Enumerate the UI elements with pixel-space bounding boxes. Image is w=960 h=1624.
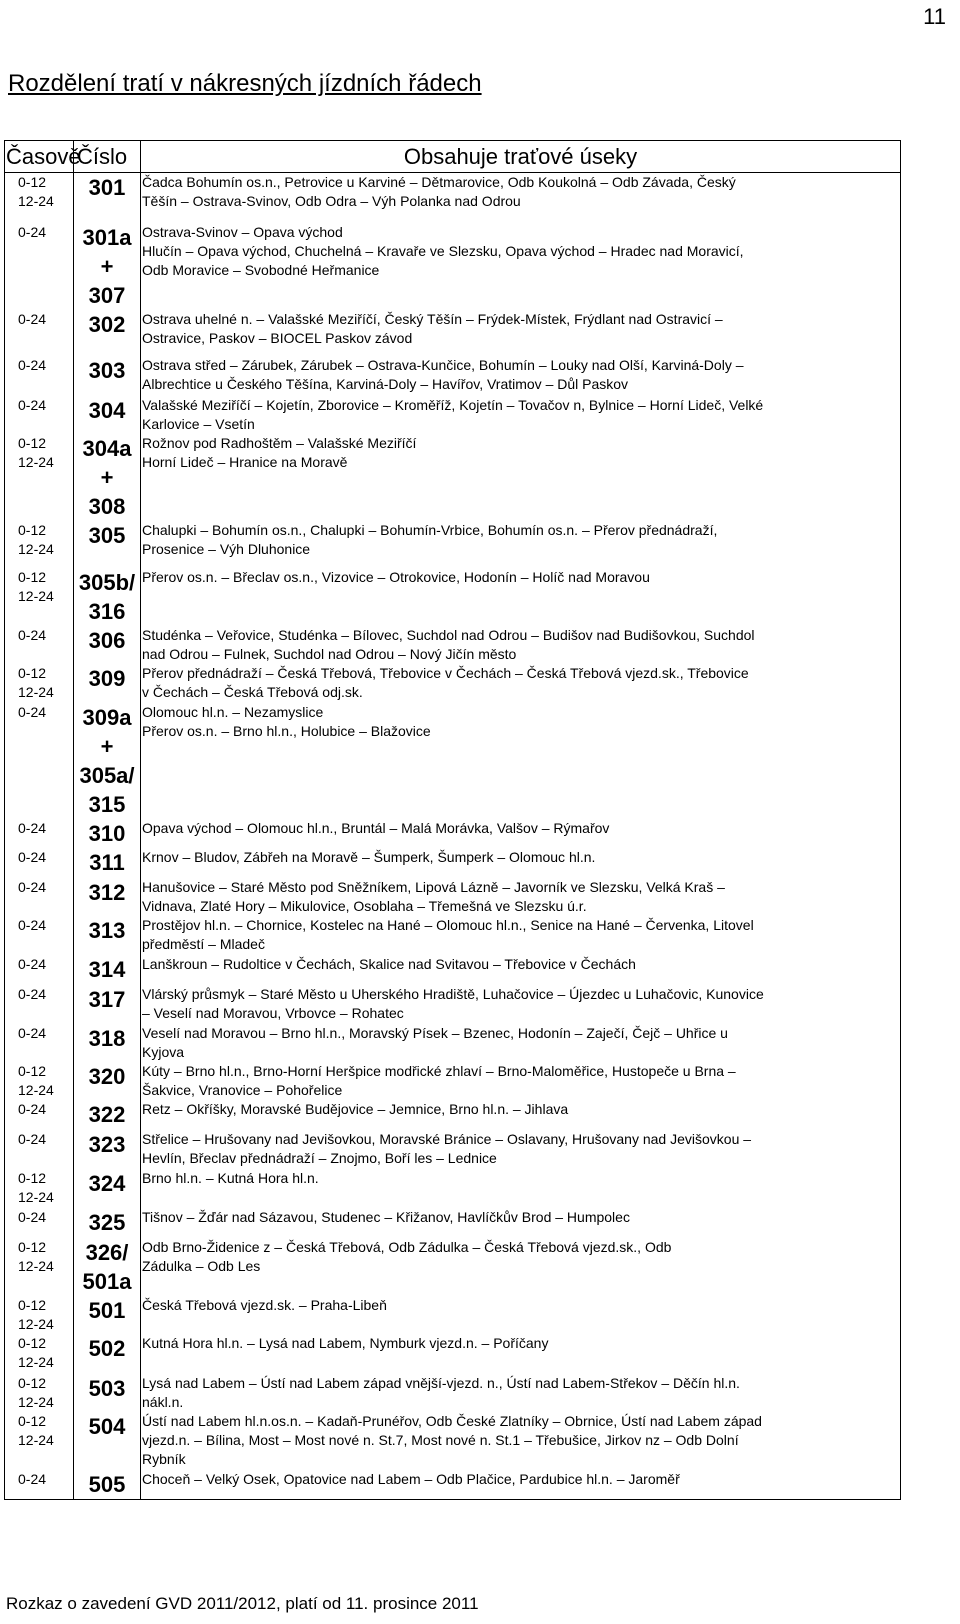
sections-cell: Opava východ – Olomouc hl.n., Bruntál – Malá Morávka, Valšov – Rýmařov	[141, 819, 901, 848]
time-cell: 0-24	[5, 223, 74, 310]
sections-cell: Olomouc hl.n. – Nezamyslice Přerov os.n. – Brno hl.n., Holubice – Blažovice	[141, 703, 901, 819]
sections-cell: Chalupki – Bohumín os.n., Chalupki – Bohumín-Vrbice, Bohumín os.n. – Přerov přednádraží, Prosenice – Výh Dluhonice	[141, 521, 901, 568]
sections-cell: Odb Brno-Židenice z – Česká Třebová, Odb Zádulka – Česká Třebová vjezd.sk., Odb Zádulka – Odb Les	[141, 1238, 901, 1296]
sections-cell: Kutná Hora hl.n. – Lysá nad Labem, Nymburk vjezd.n. – Poříčany	[141, 1334, 901, 1374]
column-header-time: Časově	[5, 141, 74, 173]
time-cell: 0-12 12-24	[5, 568, 74, 626]
time-cell: 0-12 12-24	[5, 664, 74, 703]
sections-cell: Lysá nad Labem – Ústí nad Labem západ vnější-vjezd. n., Ústí nad Labem-Střekov – Děčín hl.n. nákl.n.	[141, 1374, 901, 1412]
sections-cell: Lanškroun – Rudoltice v Čechách, Skalice nad Svitavou – Třebovice v Čechách	[141, 955, 901, 985]
time-cell: 0-24	[5, 1130, 74, 1169]
time-cell: 0-24	[5, 1100, 74, 1130]
column-header-sections: Obsahuje traťové úseky	[141, 141, 901, 173]
route-number-cell: 309	[74, 664, 141, 703]
table-row	[5, 819, 901, 848]
route-number-cell: 301a + 307	[74, 223, 141, 310]
time-cell: 0-24	[5, 878, 74, 916]
table-row	[5, 1296, 901, 1334]
table-row	[5, 1334, 901, 1374]
sections-cell: Ostrava střed – Zárubek, Zárubek – Ostrava-Kunčice, Bohumín – Louky nad Olší, Karviná-Doly – Albrechtice u Českého Těšína, Karviná-Doly – Havířov, Vratimov – Důl Paskov	[141, 356, 901, 396]
sections-cell: Krnov – Bludov, Zábřeh na Moravě – Šumperk, Šumperk – Olomouc hl.n.	[141, 848, 901, 878]
table-row	[5, 878, 901, 916]
sections-cell: Ostrava-Svinov – Opava východ Hlučín – Opava východ, Chuchelná – Kravaře ve Slezsku, Opava východ – Hradec nad Moravicí, Odb Moravice – Svobodné Heřmanice	[141, 223, 901, 310]
route-number-cell: 317	[74, 985, 141, 1024]
route-number-cell: 503	[74, 1374, 141, 1412]
route-number-cell: 301	[74, 173, 141, 223]
sections-cell: Přerov os.n. – Břeclav os.n., Vizovice – Otrokovice, Hodonín – Holíč nad Moravou	[141, 568, 901, 626]
route-number-cell: 313	[74, 916, 141, 955]
route-number-cell: 502	[74, 1334, 141, 1374]
time-cell: 0-24	[5, 626, 74, 664]
time-cell: 0-24	[5, 848, 74, 878]
time-cell: 0-24	[5, 703, 74, 819]
time-cell: 0-12 12-24	[5, 1169, 74, 1208]
time-cell: 0-24	[5, 310, 74, 356]
route-number-cell: 304	[74, 396, 141, 434]
sections-cell: Prostějov hl.n. – Chornice, Kostelec na Hané – Olomouc hl.n., Senice na Hané – Červenka, Litovel předměstí – Mladeč	[141, 916, 901, 955]
sections-cell: Čadca Bohumín os.n., Petrovice u Karviné – Dětmarovice, Odb Koukolná – Odb Závada, Český Těšín – Ostrava-Svinov, Odb Odra – Výh Polanka nad Odrou	[141, 173, 901, 223]
route-number-cell: 318	[74, 1024, 141, 1062]
route-number-cell: 305b/ 316	[74, 568, 141, 626]
table-row	[5, 1024, 901, 1062]
route-number-cell: 303	[74, 356, 141, 396]
sections-cell: Veselí nad Moravou – Brno hl.n., Moravský Písek – Bzenec, Hodonín – Zaječí, Čejč – Uhřice u Kyjova	[141, 1024, 901, 1062]
table-row	[5, 1374, 901, 1412]
table-row	[5, 173, 901, 223]
route-number-cell: 320	[74, 1062, 141, 1100]
sections-cell: Přerov přednádraží – Česká Třebová, Třebovice v Čechách – Česká Třebová vjezd.sk., Třebovice v Čechách – Česká Třebová odj.sk.	[141, 664, 901, 703]
table-row	[5, 396, 901, 434]
time-cell: 0-12 12-24	[5, 1412, 74, 1470]
time-cell: 0-24	[5, 916, 74, 955]
sections-cell: Brno hl.n. – Kutná Hora hl.n.	[141, 1169, 901, 1208]
sections-cell: Rožnov pod Radhoštěm – Valašské Meziříčí Horní Lideč – Hranice na Moravě	[141, 434, 901, 521]
sections-cell: Ostrava uhelné n. – Valašské Meziříčí, Český Těšín – Frýdek-Místek, Frýdlant nad Ostravicí – Ostravice, Paskov – BIOCEL Paskov závod	[141, 310, 901, 356]
route-number-cell: 311	[74, 848, 141, 878]
time-cell: 0-12 12-24	[5, 1238, 74, 1296]
time-cell: 0-12 12-24	[5, 1374, 74, 1412]
route-number-cell: 324	[74, 1169, 141, 1208]
page-number: 11	[923, 4, 946, 29]
table-row	[5, 664, 901, 703]
time-cell: 0-24	[5, 1024, 74, 1062]
table-row	[5, 1100, 901, 1130]
route-number-cell: 304a + 308	[74, 434, 141, 521]
route-number-cell: 326/ 501a	[74, 1238, 141, 1296]
sections-cell: Valašské Meziříčí – Kojetín, Zborovice – Kroměříž, Kojetín – Tovačov n, Bylnice – Horní Lideč, Velké Karlovice – Vsetín	[141, 396, 901, 434]
time-cell: 0-24	[5, 396, 74, 434]
sections-cell: Střelice – Hrušovany nad Jevišovkou, Moravské Bránice – Oslavany, Hrušovany nad Jevišovkou – Hevlín, Břeclav přednádraží – Znojmo, Boří les – Lednice	[141, 1130, 901, 1169]
time-cell: 0-24	[5, 819, 74, 848]
table-row	[5, 985, 901, 1024]
route-number-cell: 305	[74, 521, 141, 568]
table-row	[5, 1412, 901, 1470]
page-title: Rozdělení tratí v nákresných jízdních řádech	[8, 70, 482, 97]
sections-cell: Choceň – Velký Osek, Opatovice nad Labem – Odb Plačice, Pardubice hl.n. – Jaroměř	[141, 1470, 901, 1500]
table-row	[5, 1130, 901, 1169]
time-cell: 0-12 12-24	[5, 434, 74, 521]
route-number-cell: 310	[74, 819, 141, 848]
table-row	[5, 568, 901, 626]
time-cell: 0-24	[5, 1470, 74, 1500]
footer-note: Rozkaz o zavedení GVD 2011/2012, platí od 11. prosince 2011	[6, 1594, 479, 1613]
route-number-cell: 306	[74, 626, 141, 664]
table-row	[5, 434, 901, 521]
table-row	[5, 1208, 901, 1238]
sections-cell: Studénka – Veřovice, Studénka – Bílovec, Suchdol nad Odrou – Budišov nad Budišovkou, Suchdol nad Odrou – Fulnek, Suchdol nad Odrou – Nový Jičín město	[141, 626, 901, 664]
route-number-cell: 504	[74, 1412, 141, 1470]
table-row	[5, 955, 901, 985]
sections-cell: Retz – Okříšky, Moravské Budějovice – Jemnice, Brno hl.n. – Jihlava	[141, 1100, 901, 1130]
table-row	[5, 626, 901, 664]
table-row	[5, 521, 901, 568]
time-cell: 0-12 12-24	[5, 1062, 74, 1100]
routes-table	[4, 140, 901, 1500]
table-row	[5, 848, 901, 878]
table-row	[5, 356, 901, 396]
time-cell: 0-24	[5, 1208, 74, 1238]
table-row	[5, 310, 901, 356]
table-row	[5, 916, 901, 955]
sections-cell: Hanušovice – Staré Město pod Sněžníkem, Lipová Lázně – Javorník ve Slezsku, Velká Kraš – Vidnava, Zlaté Hory – Mikulovice, Osoblaha – Třemešná ve Slezsku ú.r.	[141, 878, 901, 916]
table-row	[5, 1062, 901, 1100]
time-cell: 0-24	[5, 985, 74, 1024]
route-number-cell: 505	[74, 1470, 141, 1500]
route-number-cell: 309a + 305a/ 315	[74, 703, 141, 819]
sections-cell: Tišnov – Žďár nad Sázavou, Studenec – Křižanov, Havlíčkův Brod – Humpolec	[141, 1208, 901, 1238]
route-number-cell: 314	[74, 955, 141, 985]
table-row	[5, 1470, 901, 1500]
sections-cell: Kúty – Brno hl.n., Brno-Horní Heršpice modřické zhlaví – Brno-Maloměřice, Hustopeče u Brna – Šakvice, Vranovice – Pohořelice	[141, 1062, 901, 1100]
route-number-cell: 501	[74, 1296, 141, 1334]
time-cell: 0-12 12-24	[5, 521, 74, 568]
route-number-cell: 302	[74, 310, 141, 356]
time-cell: 0-12 12-24	[5, 173, 74, 223]
time-cell: 0-24	[5, 356, 74, 396]
route-number-cell: 323	[74, 1130, 141, 1169]
sections-cell: Ústí nad Labem hl.n.os.n. – Kadaň-Prunéřov, Odb České Zlatníky – Obrnice, Ústí nad Labem západ vjezd.n. – Bílina, Most – Most nové n. St.7, Most nové n. St.1 – Třebušice, Jirkov nz – Odb Dolní Rybník	[141, 1412, 901, 1470]
route-number-cell: 322	[74, 1100, 141, 1130]
sections-cell: Česká Třebová vjezd.sk. – Praha-Libeň	[141, 1296, 901, 1334]
time-cell: 0-24	[5, 955, 74, 985]
sections-cell: Vlárský průsmyk – Staré Město u Uherského Hradiště, Luhačovice – Újezdec u Luhačovic, Kunovice – Veselí nad Moravou, Vrbovce – Rohatec	[141, 985, 901, 1024]
time-cell: 0-12 12-24	[5, 1296, 74, 1334]
time-cell: 0-12 12-24	[5, 1334, 74, 1374]
table-header-row	[5, 141, 901, 173]
table-row	[5, 703, 901, 819]
table-row	[5, 1169, 901, 1208]
route-number-cell: 312	[74, 878, 141, 916]
table-row	[5, 1238, 901, 1296]
route-number-cell: 325	[74, 1208, 141, 1238]
column-header-number: Číslo	[74, 141, 141, 173]
table-row	[5, 223, 901, 310]
